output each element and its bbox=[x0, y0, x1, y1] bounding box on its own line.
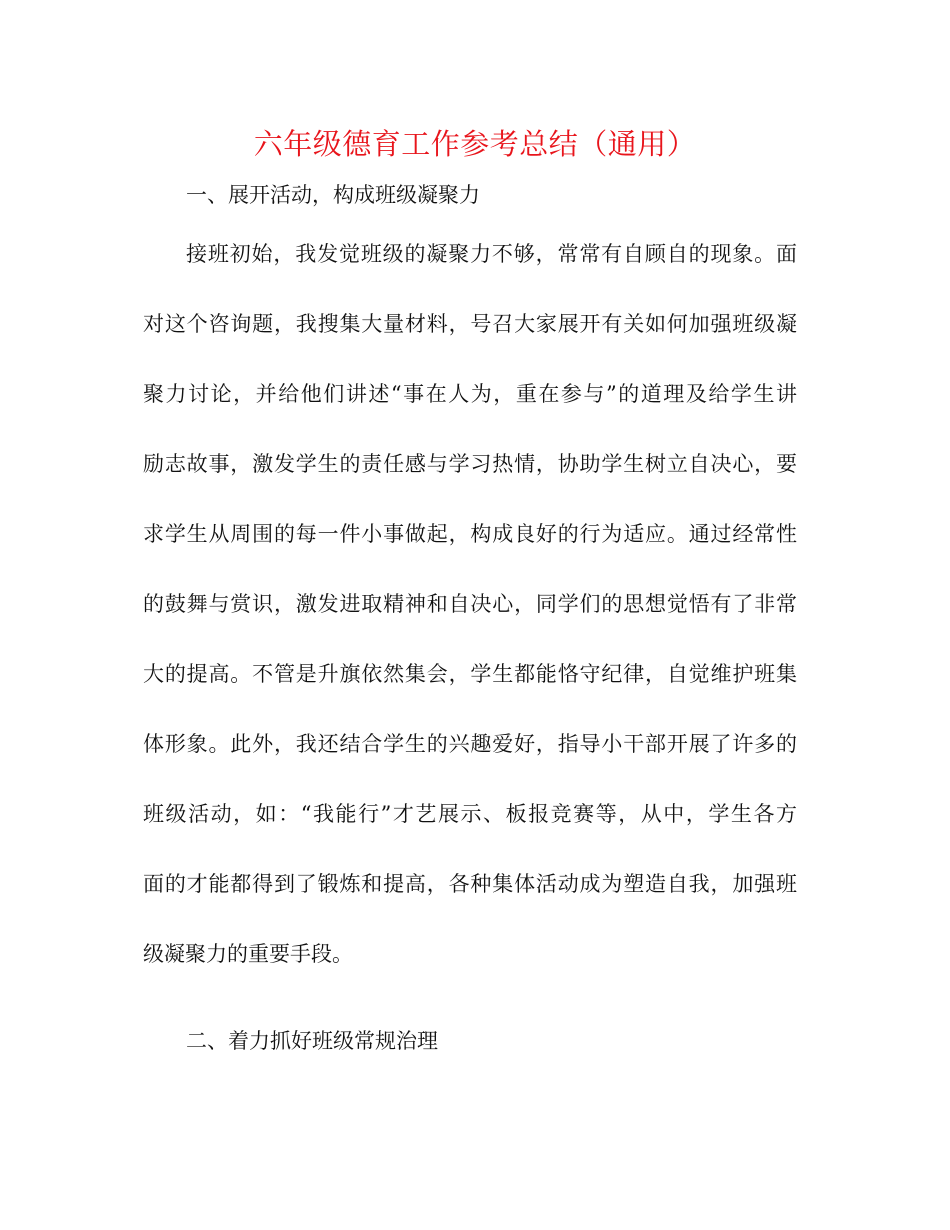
paragraph-line: 面的才能都得到了锻炼和提高，各种集体活动成为塑造自我，加强班 bbox=[143, 872, 797, 896]
paragraph-line: 求学生从周围的每一件小事做起，构成良好的行为适应。通过经常性 bbox=[143, 522, 797, 546]
paragraph-line: 励志故事，激发学生的责任感与学习热情，协助学生树立自决心，要 bbox=[143, 452, 797, 476]
section-heading-1: 一、展开活动，构成班级凝聚力 bbox=[186, 183, 480, 207]
paragraph-line: 大的提高。不管是升旗依然集会，学生都能恪守纪律，自觉维护班集 bbox=[143, 662, 797, 686]
document-title: 六年级德育工作参考总结（通用） bbox=[253, 127, 697, 161]
section-heading-2: 二、着力抓好班级常规治理 bbox=[186, 1029, 438, 1053]
paragraph-line: 级凝聚力的重要手段。 bbox=[143, 942, 353, 966]
paragraph-line: 接班初始，我发觉班级的凝聚力不够，常常有自顾自的现象。面 bbox=[186, 242, 797, 266]
paragraph-line: 的鼓舞与赏识，激发进取精神和自决心，同学们的思想觉悟有了非常 bbox=[143, 592, 797, 616]
paragraph-line: 对这个咨询题，我搜集大量材料，号召大家展开有关如何加强班级凝 bbox=[143, 312, 797, 336]
paragraph-line: 班级活动，如：“我能行”才艺展示、板报竞赛等，从中，学生各方 bbox=[143, 802, 797, 826]
paragraph-line: 聚力讨论，并给他们讲述“事在人为，重在参与”的道理及给学生讲 bbox=[143, 382, 797, 406]
paragraph-line: 体形象。此外，我还结合学生的兴趣爱好，指导小干部开展了许多的 bbox=[143, 732, 797, 756]
